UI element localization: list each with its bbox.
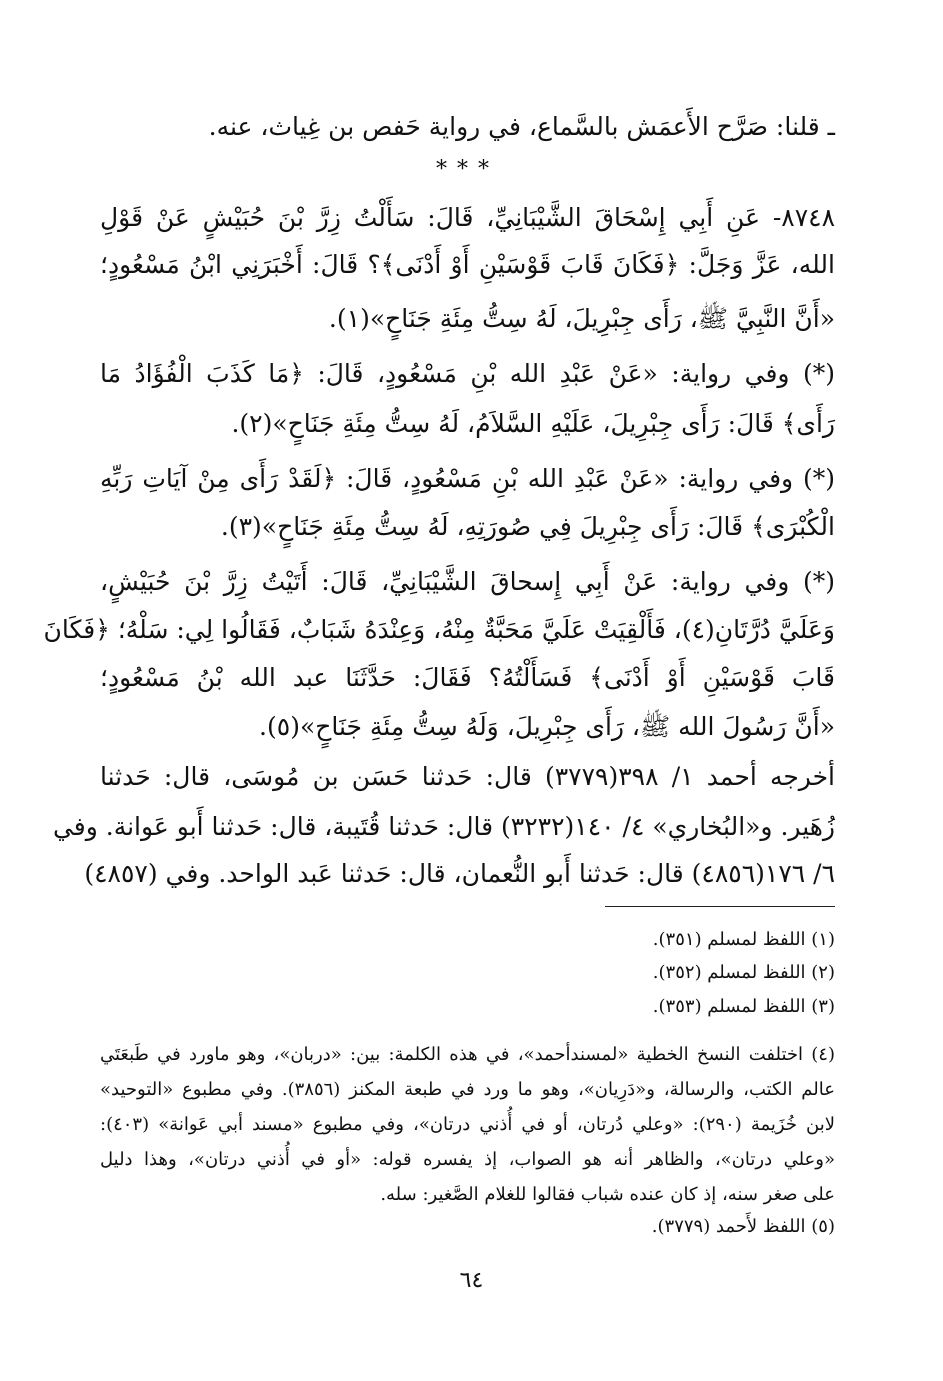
riwaya-3-line-1: (*) وفي رواية: عَنْ أَبِي إِسحاقَ الشَّيْبَانِيِّ، قَالَ: أَتَيْتُ زِرَّ بْنَ حُبَيْشٍ،	[100, 567, 835, 596]
footnote-3: (٣) اللفظ لمسلم (٣٥٣).	[652, 996, 835, 1017]
riwaya-3-line-2: وَعَلَيَّ دُرَّتَانِ(٤)، فَأَلْقِيَتْ عَلَيَّ مَحَبَّةٌ مِنْهُ، وَعِنْدَهُ شَبَابٌ، فَقَالُوا لِي: سَلْهُ؛ ﴿فَكَانَ	[43, 615, 835, 644]
riwaya-1-line-1: (*) وفي رواية: «عَنْ عَبْدِ الله بْنِ مَسْعُودٍ، قَالَ: ﴿مَا كَذَبَ الْفُؤَادُ مَا	[100, 359, 835, 388]
takhrij-line-1: أخرجه أحمد ١/ ٣٩٨(٣٧٧٩) قال: حَدثنا حَسَن بن مُوسَى، قال: حَدثنا	[100, 762, 836, 791]
takhrij-line-2: زُهَير. و«البُخاري» ٤/ ١٤٠(٣٢٣٢) قال: حَدثنا قُتَيبة، قال: حَدثنا أَبو عَوانة. وفي	[52, 812, 835, 841]
riwaya-1-line-2: رَأَى﴾ قَالَ: رَأَى جِبْرِيلَ، عَلَيْهِ السَّلاَمُ، لَهُ سِتُّ مِئَةِ جَنَاحٍ»(٢).	[231, 409, 835, 438]
riwaya-3-line-4: «أَنَّ رَسُولَ الله ﷺ، رَأَى جِبْرِيلَ، وَلَهُ سِتُّ مِئَةِ جَنَاحٍ»(٥).	[259, 712, 835, 741]
hadith-8748-line-1: ٨٧٤٨- عَنِ أَبِي إِسْحَاقَ الشَّيْبَانِيِّ، قَالَ: سَأَلْتُ زِرَّ بْنَ حُبَيْشٍ عَنْ قَوْلِ	[100, 203, 835, 232]
footnote-2: (٢) اللفظ لمسلم (٣٥٢).	[652, 962, 835, 983]
footnote-4-line-1: (٤) اختلفت النسخ الخطية «لمسندأحمد»، في هذه الكلمة: بين: «دربان»، وهو ماورد في طَبعَتَي	[100, 1044, 835, 1065]
riwaya-2-line-1: (*) وفي رواية: «عَنْ عَبْدِ الله بْنِ مَسْعُودٍ، قَالَ: ﴿لَقَدْ رَأَى مِنْ آيَاتِ رَبِّهِ	[100, 464, 835, 493]
footnote-4-line-5: على صغر سنه، إذ كان عنده شباب فقالوا للغلام الصَّغير: سله.	[380, 1184, 835, 1205]
intro-line: ـ قلنا: صَرَّح الأَعمَش بالسَّماع، في رواية حَفص بن غِياث، عنه.	[208, 112, 835, 141]
footnote-1: (١) اللفظ لمسلم (٣٥١).	[652, 929, 835, 950]
footnote-5: (٥) اللفظ لأَحمد (٣٧٧٩).	[651, 1216, 835, 1237]
section-separator-stars: ***	[436, 157, 499, 182]
page-number: ٦٤	[459, 1268, 484, 1293]
hadith-8748-line-2: الله، عَزَّ وَجَلَّ: ﴿فَكَانَ قَابَ قَوْسَيْنِ أَوْ أَدْنَى﴾؟ قَالَ: أَخْبَرَنِي ابْنُ مَسْعُودٍ؛	[100, 250, 835, 279]
footnote-4-line-3: لابن خُزَيمة (٢٩٠): «وعلي دُرتان، أو في أُذني درتان»، وفي مطبوع «مسند أبي عَوانة» (٤٠٣):	[100, 1114, 835, 1135]
hadith-8748-line-3: «أَنَّ النَّبِيَّ ﷺ، رَأَى جِبْرِيلَ، لَهُ سِتُّ مِئَةِ جَنَاحٍ»(١).	[328, 304, 835, 333]
footnote-4-line-2: عالم الكتب، والرسالة، و«دَرِيان»، وهو ما ورد في طبعة المكنز (٣٨٥٦). وفي مطبوع «التوحيد»	[100, 1079, 835, 1100]
riwaya-3-line-3: قَابَ قَوْسَيْنِ أَوْ أَدْنَى﴾ فَسَأَلْتُهُ؟ فَقَالَ: حَدَّثَنَا عبد الله بْنُ مَسْعُودٍ؛	[100, 663, 835, 692]
footnote-4-line-4: «وعلي درتان»، والظاهر أنه هو الصواب، إذ يفسره قوله: «أو في أُذني درتان»، وهذا دليل	[100, 1149, 835, 1170]
footnote-separator-rule	[605, 906, 835, 907]
takhrij-line-3: ٦/ ١٧٦(٤٨٥٦) قال: حَدثنا أَبو النُّعمان، قال: حَدثنا عَبد الواحد. وفي (٤٨٥٧)	[84, 859, 835, 888]
riwaya-2-line-2: الْكُبْرَى﴾ قَالَ: رَأَى جِبْرِيلَ فِي صُورَتِهِ، لَهُ سِتُّ مِئَةِ جَنَاحٍ»(٣).	[220, 512, 835, 541]
